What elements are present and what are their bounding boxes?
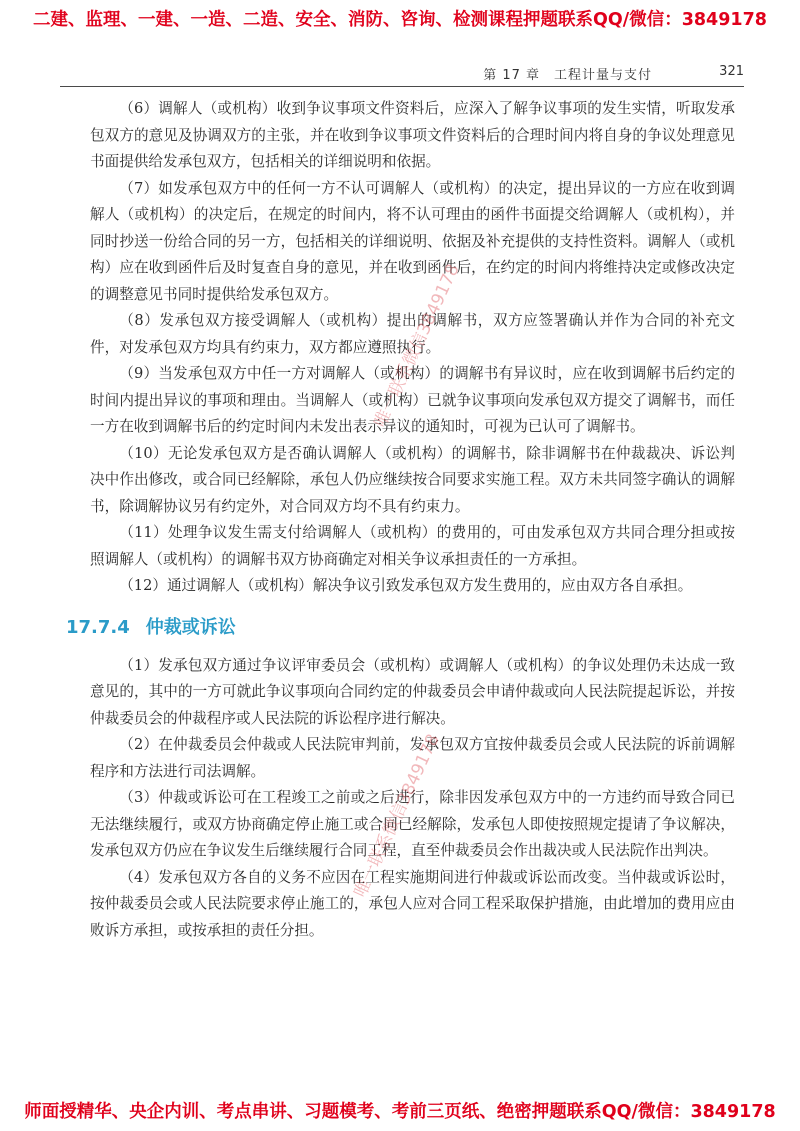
watermark-text: 唯一联系微信3849178 xyxy=(370,261,464,431)
page-number: 321 xyxy=(719,64,744,79)
paragraph: （1）发承包双方通过争议评审委员会（或机构）或调解人（或机构）的争议处理仍未达成一致意见的，其中的一方可就此争议事项向合同约定的仲裁委员会申请仲裁或向人民法院提起诉讼，并按仲裁委员会的仲裁程序或人民法院的诉讼程序进行解决。 xyxy=(90,656,735,727)
section-title: 仲裁或诉讼 xyxy=(145,616,236,638)
paragraph: （2）在仲裁委员会仲裁或人民法院审判前，发承包双方宜按仲裁委员会或人民法院的诉前调解程序和方法进行司法调解。 xyxy=(90,736,735,780)
section-number: 17.7.4 xyxy=(66,616,130,638)
paragraph: （3）仲裁或诉讼可在工程竣工之前或之后进行，除非因发承包双方中的一方违约而导致合同已无法继续履行，或双方协商确定停止施工或合同已经解除，发承包人即使按照规定提请了争议解决，发承包双方仍应在争议发生后继续履行合同工程，直至仲裁委员会作出裁决或人民法院作出判决。 xyxy=(90,789,735,859)
paragraph: （11）处理争议发生需支付给调解人（或机构）的费用的，可由发承包双方共同合理分担或按照调解人（或机构）的调解书双方协商确定对相关争议承担责任的一方承担。 xyxy=(90,524,735,568)
section-heading xyxy=(66,615,735,641)
paragraph: （10）无论发承包双方是否确认调解人（或机构）的调解书，除非调解书在仲裁裁决、诉讼判决中作出修改，或合同已经解除，承包人仍应继续按合同要求实施工程。双方未共同签字确认的调解书，除调解协议另有约定外，对合同双方均不具有约束力。 xyxy=(90,444,735,515)
paragraph: （12）通过调解人（或机构）解决争议引致发承包双方发生费用的，应由双方各自承担。 xyxy=(119,577,693,594)
chapter-title: 第 17 章 工程计量与支付 xyxy=(483,68,652,83)
running-head xyxy=(60,62,744,87)
paragraph: （7）如发承包双方中的任何一方不认可调解人（或机构）的决定，提出异议的一方应在收到调解人（或机构）的决定后，在规定的时间内，将不认可理由的函件书面提交给调解人（或机构），并同时抄送一份给合同的另一方，包括相关的详细说明、依据及补充提供的支持性资料。调解人（或机构）应在收到函件后及时复查自身的意见，并在收到函件后，在约定的时间内将维持决定或修改决定的调整意见书同时提供给发承包双方。 xyxy=(90,179,735,303)
paragraph: （9）当发承包双方中任一方对调解人（或机构）的调解书有异议时，应在收到调解书后约定的时间内提出异议的事项和理由。当调解人（或机构）已就争议事项向发承包双方提交了调解书，而任一方在收到调解书后的约定时间内未发出表示异议的通知时，可视为已认可了调解书。 xyxy=(90,365,735,435)
watermark-text: 唯一联系微信3849178 xyxy=(350,731,444,901)
promo-banner-bottom: 师面授精华、央企内训、考点串讲、习题模考、考前三页纸、绝密押题联系QQ/微信：3849178 xyxy=(24,1102,776,1122)
paragraph: （4）发承包双方各自的义务不应因在工程实施期间进行仲裁或诉讼而改变。当仲裁或诉讼时，按仲裁委员会或人民法院要求停止施工的，承包人应对合同工程采取保护措施，由此增加的费用应由败诉方承担，或按承担的责任分担。 xyxy=(90,868,735,939)
promo-banner-top: 二建、监理、一建、一造、二造、安全、消防、咨询、检测课程押题联系QQ/微信：3849178 xyxy=(33,10,767,30)
paragraph: （6）调解人（或机构）收到争议事项文件资料后，应深入了解争议事项的发生实情，听取发承包双方的意见及协调双方的主张，并在收到争议事项文件资料后的合理时间内将自身的争议处理意见书面提供给发承包双方，包括相关的详细说明和依据。 xyxy=(90,100,735,170)
page-body xyxy=(66,96,735,944)
paragraph: （8）发承包双方接受调解人（或机构）提出的调解书，双方应签署确认并作为合同的补充文件，对发承包双方均具有约束力，双方都应遵照执行。 xyxy=(90,312,735,356)
